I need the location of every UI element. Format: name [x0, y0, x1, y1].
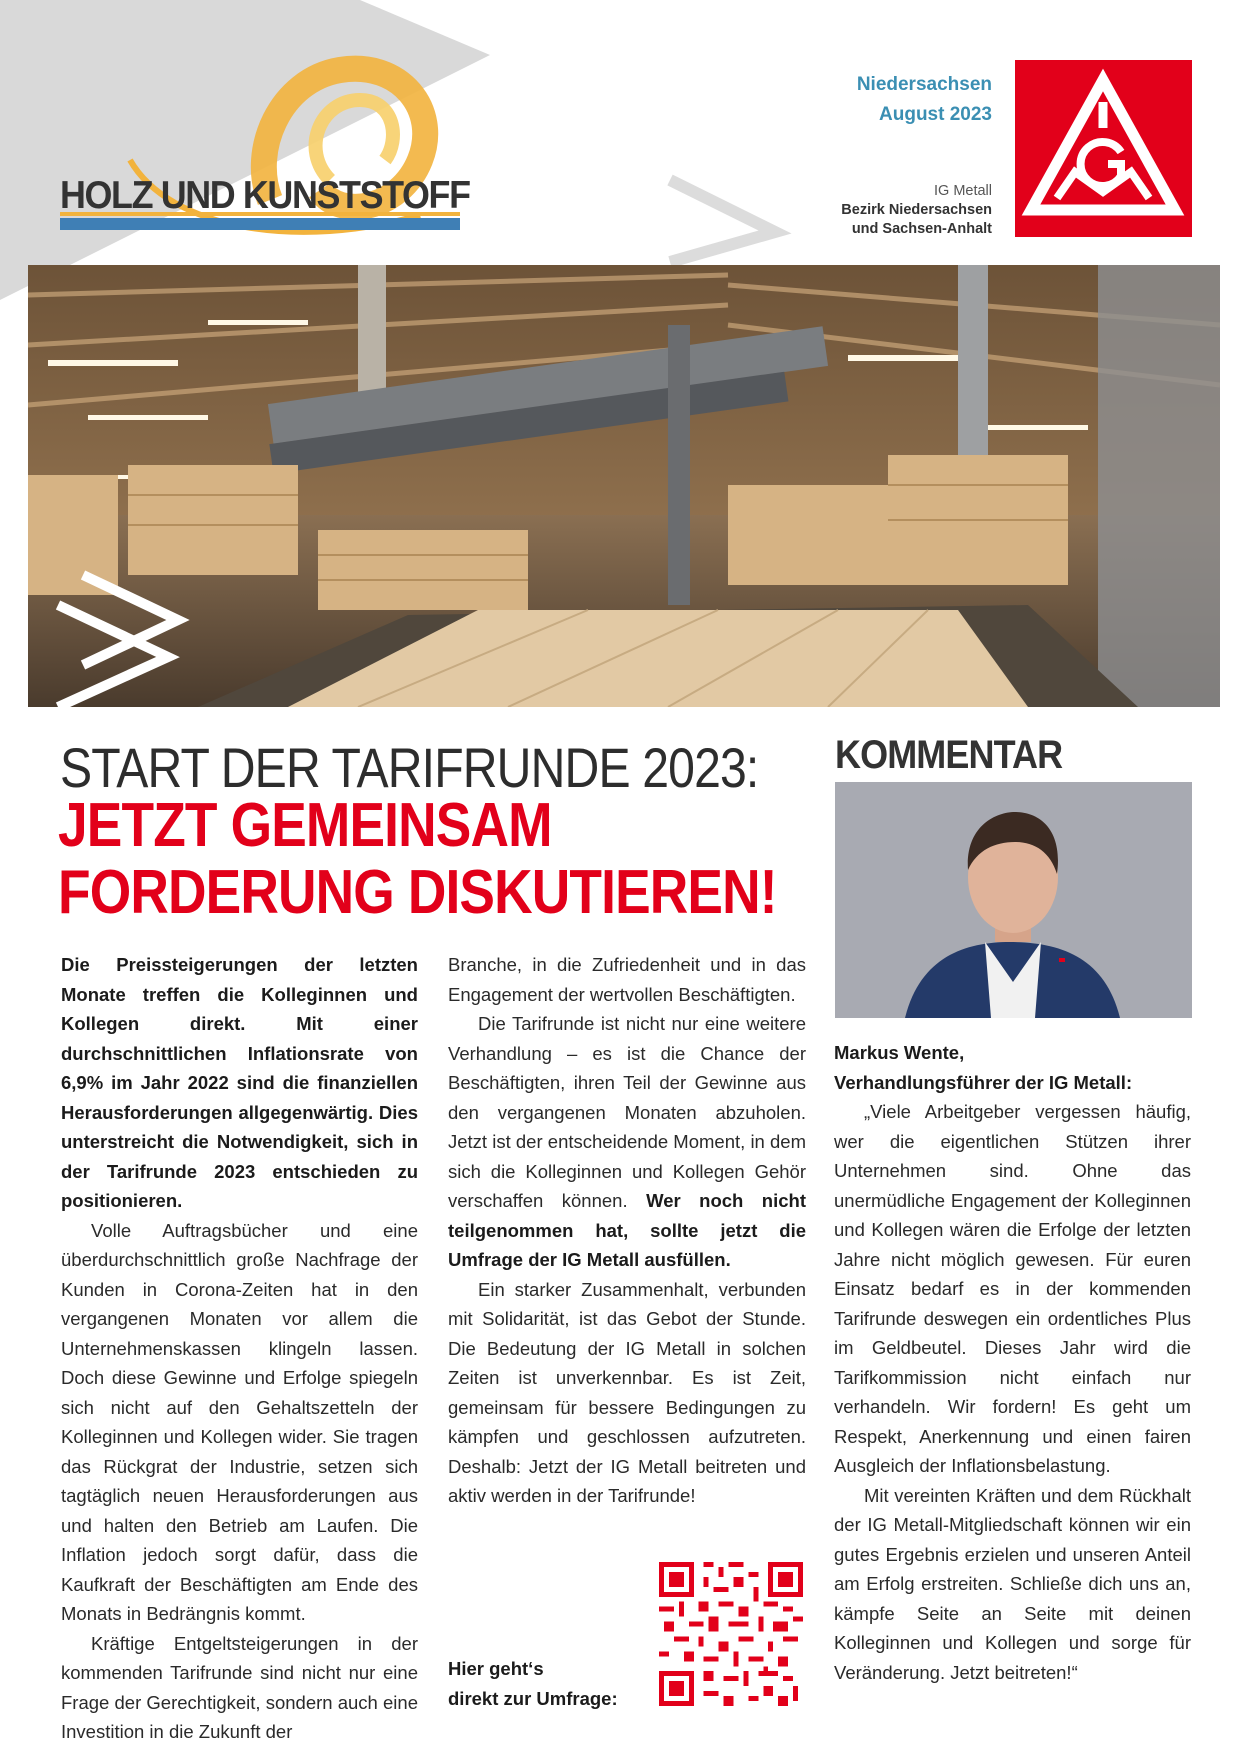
article-column-1: [61, 950, 418, 1747]
comment-body: [834, 1038, 1191, 1687]
comment-heading: KOMMENTAR: [835, 733, 1063, 777]
comment-role: Verhandlungsführer der IG Metall:: [834, 1071, 1133, 1093]
factory-photo: [28, 265, 1220, 707]
comment-paragraph: „Viele Arbeitgeber vergessen häufig, wer die eigentlichen Stützen ihrer Unternehmen sind. Ohne das unermüdliche Engagement der Kolleginnen und Kollegen wären die Erfolge der letzten Jahre nicht möglich gewesen. Für euren Einsatz bedarf es in der kommenden Tarifrunde deswegen ein ordentliches Plus im Geldbeutel. Dieses Jahr wird die Tarifkommission nicht einfach nur verhandeln. Wir fordern! Es geht um Respekt, Anerkennung und einen fairen Ausgleich der Inflationsbelastung.: [834, 1101, 1191, 1476]
brand-stripe-blue: [60, 218, 460, 230]
org-name: IG Metall: [933, 183, 992, 199]
portrait-photo: [835, 782, 1192, 1018]
edition-region: Niedersachsen: [856, 74, 992, 95]
edition-date: August 2023: [879, 104, 992, 125]
comment-paragraph: Mit vereinten Kräften und dem Rückhalt der IG Metall-Mitgliedschaft können wir ein gutes Ergebnis erzielen und unseren Anteil am Erfolg erstreiten. Schließe dich uns an, kämpfe Seite an Seite mit deinen Kolleginnen und Kollegen und sorge für Veränderung. Jetzt beitreten!“: [834, 1484, 1191, 1683]
article-paragraph: Volle Auftragsbücher und eine überdurchschnittlich große Nachfrage der Kunden in Corona-Zeiten hat in den vergangenen Monaten vor allem die Unternehmenskassen klingeln lassen. Doch diese Gewinne und Erfolge spiegeln sich nicht auf den Gehaltszetteln der Kolleginnen und Kollegen wider. Sie tragen das Rückgrat der Industrie, setzen sich tagtäglich neuen Herausforderungen aus und halten den Betrieb am Laufen. Die Inflation jedoch sorgt dafür, dass die Kaufkraft der Beschäftigten am Ende des Monats in Bedrängnis kommt.: [61, 1219, 418, 1624]
org-state: und Sachsen-Anhalt: [851, 221, 992, 237]
edition-info: [857, 70, 992, 130]
article-paragraph: Branche, in die Zufriedenheit und in das Engagement der wertvollen Beschäftigten.: [448, 954, 806, 1005]
org-district: Bezirk Niedersachsen: [841, 202, 992, 218]
headline-line-3: FORDERUNG DISKUTIEREN!: [58, 858, 777, 927]
article-paragraph: Kräftige Entgeltsteigerungen in der kommenden Tarifrunde sind nicht nur eine Frage der Gerechtigkeit, sondern auch eine Investition in die Zukunft der: [61, 1632, 418, 1742]
survey-qr-label: Hier geht‘s direkt zur Umfrage:: [448, 1658, 618, 1709]
ig-metall-logo: [1015, 60, 1192, 237]
article-paragraph: Die Tarifrunde ist nicht nur eine weitere Verhandlung – es ist die Chance der Beschäftigten, ihren Teil der Gewinne aus den vergangenen Monaten abzuholen. Jetzt ist der entscheidende Moment, in dem sich die Kolleginnen und Kollegen Gehör verschaffen können. Wer noch nicht teilgenommen hat, sollte jetzt die Umfrage der IG Metall ausfüllen.: [448, 1013, 807, 1270]
brand-title: HOLZ UND KUNSTSTOFF: [60, 174, 470, 217]
survey-callout: Wer noch nicht teilgenommen hat, sollte jetzt die Umfrage der IG Metall ausfüllen.: [448, 1190, 807, 1270]
headline-line-1: START DER TARIFRUNDE 2023:: [60, 736, 759, 799]
comment-author: Markus Wente,: [834, 1042, 965, 1063]
headline-line-2: JETZT GEMEINSAM: [58, 791, 552, 860]
org-info: [841, 182, 992, 239]
article-paragraph: Ein starker Zusammenhalt, verbunden mit Solidarität, ist das Gebot der Stunde. Die Bedeutung der IG Metall in solchen Zeiten ist unverkennbar. Es ist Zeit, gemeinsam für bessere Bedingungen zu kämpfen und geschlossen aufzutreten. Deshalb: Jetzt der IG Metall beitreten und aktiv werden in der Tarifrunde!: [448, 1278, 806, 1506]
article-intro: Die Preissteigerungen der letzten Monate treffen die Kolleginnen und Kollegen direkt. Mit einer durchschnittlichen Inflationsrate von 6,9% im Jahr 2022 sind die finanziellen Herausforderungen allgegenwärtig. Dies unterstreicht die Notwendigkeit, sich in der Tarifrunde 2023 entschieden zu positionieren.: [61, 954, 418, 1211]
article-column-2: [448, 950, 806, 1511]
qr-code-icon[interactable]: [659, 1562, 803, 1706]
